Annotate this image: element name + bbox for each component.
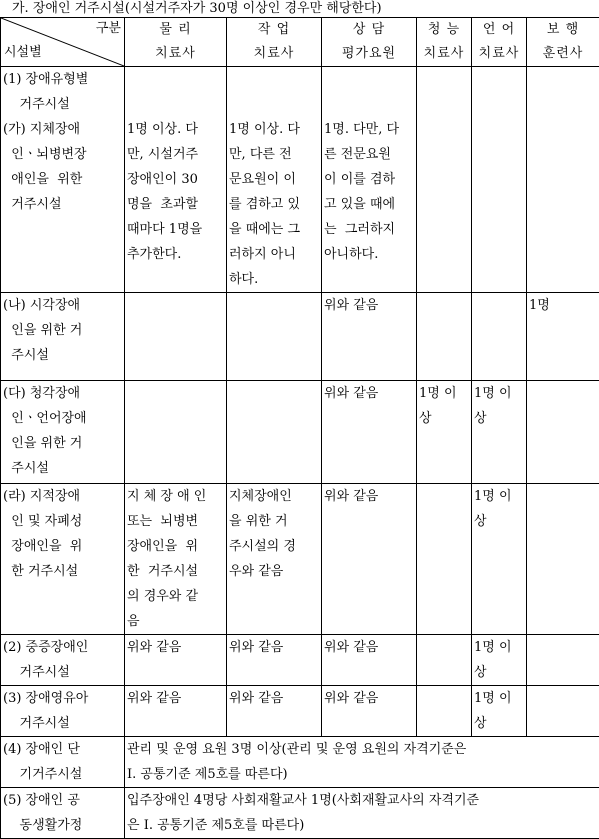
physical-therapist-cell: 위와 같음 bbox=[125, 686, 227, 737]
speech-therapist-cell: 1명 이 상 bbox=[472, 484, 527, 635]
facility-cell: (나) 시각장애 인을 위한 거 주시설 bbox=[1, 293, 125, 381]
facility-cell: (3) 장애영유아 거주시설 bbox=[1, 686, 125, 737]
orientation-trainer-cell bbox=[527, 484, 599, 635]
orientation-trainer-cell: 1명 bbox=[527, 293, 599, 381]
header-counseling-evaluator: 상 담 평가요원 bbox=[322, 18, 417, 67]
facility-cell: (2) 중증장애인 거주시설 bbox=[1, 635, 125, 686]
header-row bbox=[1, 18, 599, 67]
occupational-therapist-cell bbox=[227, 381, 322, 484]
table-row bbox=[1, 381, 599, 484]
audiologist-cell: 1명 이 상 bbox=[417, 381, 472, 484]
audiologist-cell bbox=[417, 484, 472, 635]
occupational-therapist-cell bbox=[227, 293, 322, 381]
speech-therapist-cell bbox=[472, 67, 527, 293]
occupational-therapist-cell: 1명 이상. 다 만, 다른 전 문요원이 이 를 겸하고 있 을 때에는 그 러하지 아니 하다. bbox=[227, 67, 322, 293]
table-row bbox=[1, 67, 599, 293]
audiologist-cell bbox=[417, 67, 472, 293]
physical-therapist-cell: 위와 같음 bbox=[125, 635, 227, 686]
staffing-standards-table bbox=[0, 17, 599, 839]
table-row bbox=[1, 686, 599, 737]
audiologist-cell bbox=[417, 293, 472, 381]
table-row bbox=[1, 635, 599, 686]
orientation-trainer-cell bbox=[527, 381, 599, 484]
physical-therapist-cell: 지 체 장 애 인 또는 뇌병변 장애인을 위 한 거주시설 의 경우와 같 음 bbox=[125, 484, 227, 635]
audiologist-cell bbox=[417, 686, 472, 737]
header-orientation-trainer: 보 행 훈련사 bbox=[527, 18, 599, 67]
physical-therapist-cell bbox=[125, 381, 227, 484]
orientation-trainer-cell bbox=[527, 635, 599, 686]
header-speech-therapist: 언 어 치료사 bbox=[472, 18, 527, 67]
orientation-trainer-cell bbox=[527, 686, 599, 737]
orientation-trainer-cell bbox=[527, 67, 599, 293]
header-facility-label: 시설별 bbox=[4, 42, 42, 64]
occupational-therapist-cell: 위와 같음 bbox=[227, 635, 322, 686]
counseling-evaluator-cell: 위와 같음 bbox=[322, 686, 417, 737]
audiologist-cell bbox=[417, 635, 472, 686]
speech-therapist-cell: 1명 이 상 bbox=[472, 686, 527, 737]
counseling-evaluator-cell: 위와 같음 bbox=[322, 381, 417, 484]
table-row bbox=[1, 484, 599, 635]
header-audiologist: 청 능 치료사 bbox=[417, 18, 472, 67]
table-caption: 가. 장애인 거주시설(시설거주자가 30명 이상인 경우만 해당한다) bbox=[12, 0, 597, 17]
speech-therapist-cell bbox=[472, 293, 527, 381]
table-row bbox=[1, 737, 599, 788]
facility-cell: (4) 장애인 단 기거주시설 bbox=[1, 737, 125, 788]
counseling-evaluator-cell: 위와 같음 bbox=[322, 635, 417, 686]
table-row bbox=[1, 293, 599, 381]
counseling-evaluator-cell: 위와 같음 bbox=[322, 293, 417, 381]
counseling-evaluator-cell: 1명. 다만, 다 른 전문요원 이 이를 겸하 고 있을 때에 는 그러하지 아니하다. bbox=[322, 67, 417, 293]
physical-therapist-cell: 1명 이상. 다 만, 시설거주 장애인이 30 명을 초과할 때마다 1명을 추가한다. bbox=[125, 67, 227, 293]
speech-therapist-cell: 1명 이 상 bbox=[472, 381, 527, 484]
facility-cell: (다) 청각장애 인ㆍ언어장애 인을 위한 거 주시설 bbox=[1, 381, 125, 484]
header-corner-cell bbox=[1, 18, 125, 67]
physical-therapist-cell bbox=[125, 293, 227, 381]
occupational-therapist-cell: 위와 같음 bbox=[227, 686, 322, 737]
facility-cell: (5) 장애인 공 동생활가정 bbox=[1, 788, 125, 839]
wide-requirement-cell: 입주장애인 4명당 사회재활교사 1명(사회재활교사의 자격기준 은 Ⅰ. 공통기준 제5호를 따른다) bbox=[125, 788, 599, 839]
occupational-therapist-cell: 지체장애인 을 위한 거 주시설의 경 우와 같음 bbox=[227, 484, 322, 635]
facility-cell: (라) 지적장애 인 및 자폐성 장애인을 위 한 거주시설 bbox=[1, 484, 125, 635]
header-occupational-therapist: 작 업 치료사 bbox=[227, 18, 322, 67]
table-row bbox=[1, 788, 599, 839]
counseling-evaluator-cell: 위와 같음 bbox=[322, 484, 417, 635]
speech-therapist-cell: 1명 이 상 bbox=[472, 635, 527, 686]
wide-requirement-cell: 관리 및 운영 요원 3명 이상(관리 및 운영 요원의 자격기준은 Ⅰ. 공통기준 제5호를 따른다) bbox=[125, 737, 599, 788]
facility-cell: (1) 장애유형별 거주시설 (가) 지체장애 인ㆍ뇌병변장 애인을 위한 거주시설 bbox=[1, 67, 125, 293]
header-category-label: 구분 bbox=[96, 18, 121, 40]
header-physical-therapist: 물 리 치료사 bbox=[125, 18, 227, 67]
